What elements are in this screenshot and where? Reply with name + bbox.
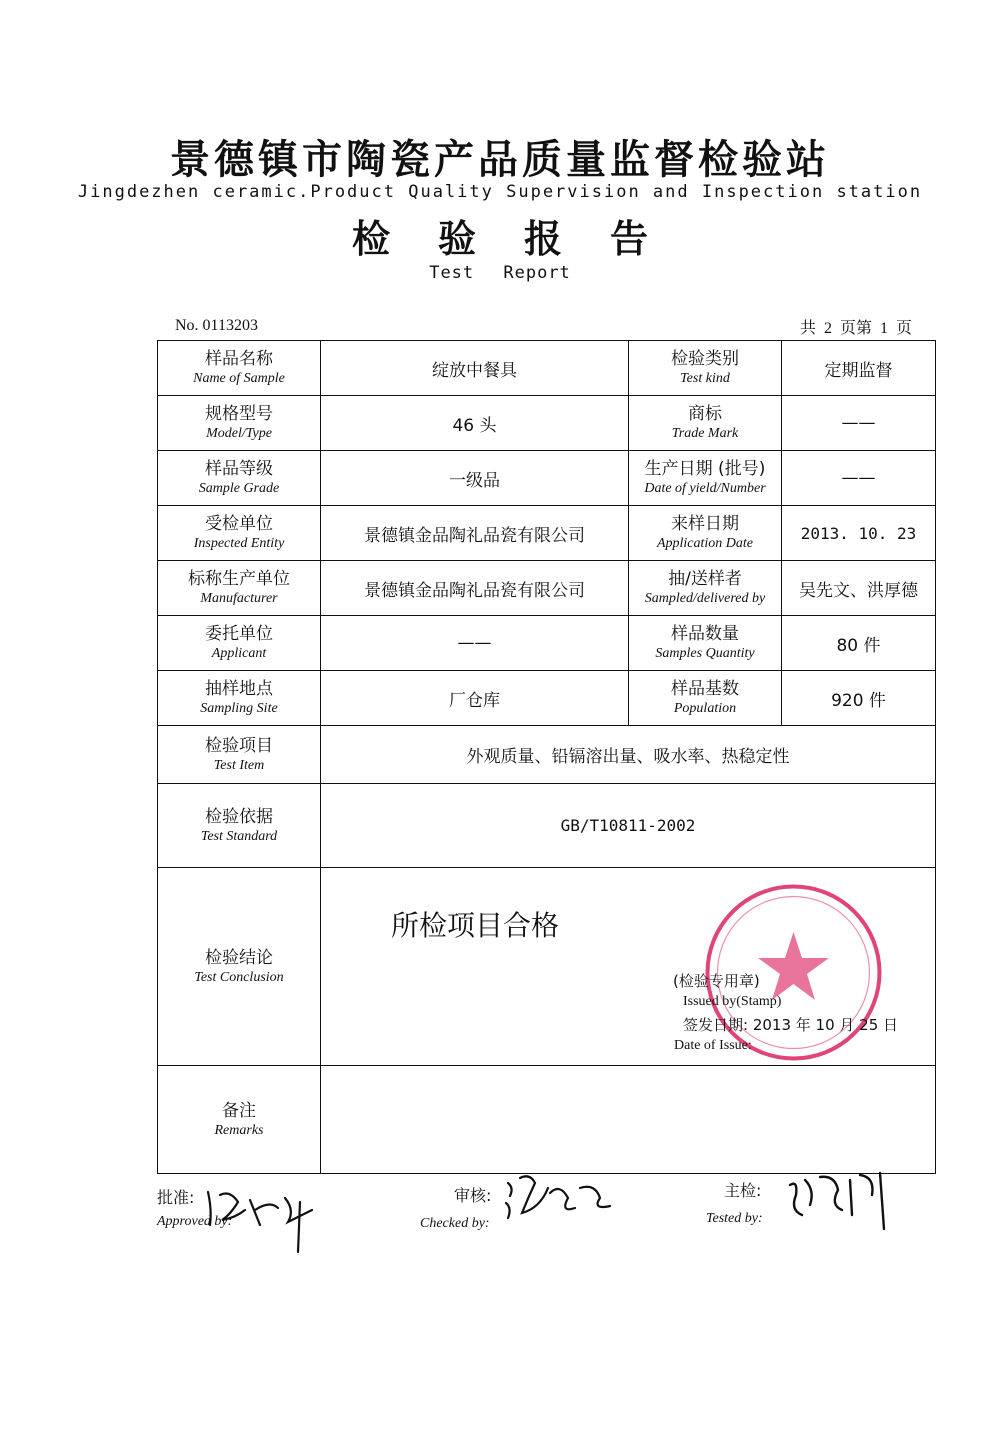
label-en: Date of yield/Number	[644, 481, 766, 496]
sample-name-value: 绽放中餐具	[432, 360, 517, 381]
label-en: Sampling Site	[200, 701, 278, 716]
station-title-en: Jingdezhen ceramic.Product Quality Supervision and Inspection station	[77, 182, 923, 202]
label-cell	[629, 341, 782, 396]
label-en: Applicant	[211, 646, 267, 661]
stamp-label-en: Issued by(Stamp)	[683, 994, 782, 1009]
label-cn: 检验项目	[205, 735, 273, 756]
tested-signature-icon	[780, 1165, 900, 1235]
tested-signature-block	[706, 1178, 763, 1227]
approved-label-cn: 批准:	[157, 1188, 195, 1207]
label-en: Test Standard	[200, 828, 278, 844]
table-row	[158, 616, 936, 671]
label-cell	[158, 451, 321, 506]
label-en: Test Item	[213, 757, 265, 773]
trade-mark-value: ——	[841, 413, 876, 433]
checked-label-en: Checked by:	[420, 1216, 490, 1231]
value-cell	[321, 341, 629, 396]
label-cn: 规格型号	[205, 404, 273, 424]
table-row	[158, 396, 936, 451]
page-count: 共 2 页第 1 页	[799, 320, 912, 337]
label-cn: 样品数量	[671, 624, 739, 644]
table-row	[158, 1066, 936, 1174]
conclusion-cell	[321, 868, 936, 1066]
table-row	[158, 341, 936, 396]
value-cell	[321, 616, 629, 671]
sampled-by-value: 吴先文、洪厚德	[799, 580, 918, 601]
label-en: Sample Grade	[198, 481, 280, 496]
label-cn: 来样日期	[671, 514, 739, 534]
label-cell	[158, 868, 321, 1066]
inspected-entity-value: 景德镇金品陶礼品瓷有限公司	[364, 525, 585, 546]
checked-label-cn: 审核:	[454, 1186, 492, 1205]
table-row	[158, 451, 936, 506]
value-cell	[321, 451, 629, 506]
label-cn: 备注	[222, 1100, 256, 1121]
value-cell	[782, 396, 936, 451]
conclusion-text: 所检项目合格	[391, 909, 560, 942]
sampling-site-value: 厂仓库	[449, 690, 500, 711]
label-cell	[629, 616, 782, 671]
checked-signature-block	[420, 1183, 491, 1232]
label-cell	[158, 726, 321, 784]
model-type-value: 46 头	[452, 415, 497, 436]
label-cn: 生产日期 (批号)	[644, 459, 766, 479]
label-cell	[158, 1066, 321, 1174]
table-row	[158, 561, 936, 616]
label-en: Sampled/delivered by	[644, 591, 766, 606]
applicant-value: ——	[457, 633, 492, 653]
value-cell	[321, 671, 629, 726]
table-row	[158, 671, 936, 726]
label-cell	[158, 784, 321, 868]
label-cn: 样品等级	[205, 459, 273, 479]
label-cn: 标称生产单位	[188, 569, 290, 589]
label-cn: 检验结论	[205, 947, 273, 968]
label-en: Trade Mark	[671, 426, 739, 441]
value-cell	[782, 451, 936, 506]
document-number: No. 0113203	[175, 317, 258, 334]
value-cell	[321, 561, 629, 616]
label-cn: 检验依据	[205, 806, 273, 827]
label-cn: 样品名称	[205, 349, 273, 369]
issue-date-label-en: Date of Issue:	[674, 1038, 752, 1053]
label-cell	[158, 561, 321, 616]
tested-label-en: Tested by:	[706, 1211, 763, 1226]
label-cn: 受检单位	[205, 514, 273, 534]
station-title-cn: 景德镇市陶瓷产品质量监督检验站	[170, 137, 830, 183]
label-en: Population	[673, 701, 737, 716]
label-cn: 抽样地点	[205, 679, 273, 699]
value-cell	[782, 341, 936, 396]
label-cell	[158, 396, 321, 451]
label-en: Test kind	[680, 371, 730, 386]
value-cell	[321, 726, 936, 784]
tested-label-cn: 主检:	[724, 1181, 762, 1200]
value-cell	[782, 561, 936, 616]
label-cn: 抽/送样者	[668, 569, 742, 589]
stamp-label-cn: (检验专用章)	[673, 972, 760, 990]
label-en: Remarks	[214, 1122, 264, 1138]
label-cell	[158, 616, 321, 671]
label-en: Test Conclusion	[194, 969, 284, 985]
population-value: 920 件	[831, 690, 886, 711]
approved-signature-icon	[200, 1180, 340, 1255]
sample-grade-value: 一级品	[449, 470, 500, 491]
test-kind-value: 定期监督	[824, 360, 893, 381]
report-title-en: Test Report	[429, 263, 571, 283]
label-cell	[629, 396, 782, 451]
date-of-yield-value: ——	[841, 468, 876, 488]
label-en: Application Date	[656, 536, 754, 551]
label-cn: 样品基数	[671, 679, 739, 699]
label-en: Name of Sample	[193, 371, 285, 386]
label-cell	[629, 561, 782, 616]
value-cell	[782, 616, 936, 671]
value-cell	[782, 671, 936, 726]
label-cn: 检验类别	[671, 349, 739, 369]
label-cn: 商标	[688, 404, 722, 424]
label-cell	[158, 341, 321, 396]
table-row	[158, 726, 936, 784]
value-cell	[782, 506, 936, 561]
samples-quantity-value: 80 件	[836, 635, 881, 656]
label-en: Inspected Entity	[193, 536, 285, 551]
label-en: Samples Quantity	[655, 646, 755, 661]
label-en: Manufacturer	[200, 591, 278, 606]
table-row	[158, 506, 936, 561]
label-en: Model/Type	[206, 426, 272, 441]
report-title-cn: 检验报告	[351, 217, 696, 261]
test-standard-value: GB/T10811-2002	[560, 816, 696, 835]
issue-date: 签发日期: 2013 年 10 月 25 日	[683, 1016, 899, 1034]
value-cell	[321, 784, 936, 868]
approved-label-en: Approved by:	[157, 1214, 233, 1229]
remarks-cell	[321, 1066, 936, 1174]
label-cell	[629, 451, 782, 506]
table-row	[158, 784, 936, 868]
label-cn: 委托单位	[205, 624, 273, 644]
label-cell	[158, 671, 321, 726]
label-cell	[158, 506, 321, 561]
checked-signature-icon	[500, 1168, 620, 1228]
value-cell	[321, 506, 629, 561]
report-table	[157, 340, 936, 1174]
label-cell	[629, 506, 782, 561]
label-cell	[629, 671, 782, 726]
application-date-value: 2013. 10. 23	[800, 523, 917, 543]
manufacturer-value: 景德镇金品陶礼品瓷有限公司	[364, 580, 585, 601]
test-item-value: 外观质量、铅镉溶出量、吸水率、热稳定性	[466, 747, 790, 767]
value-cell	[321, 396, 629, 451]
table-row	[158, 868, 936, 1066]
